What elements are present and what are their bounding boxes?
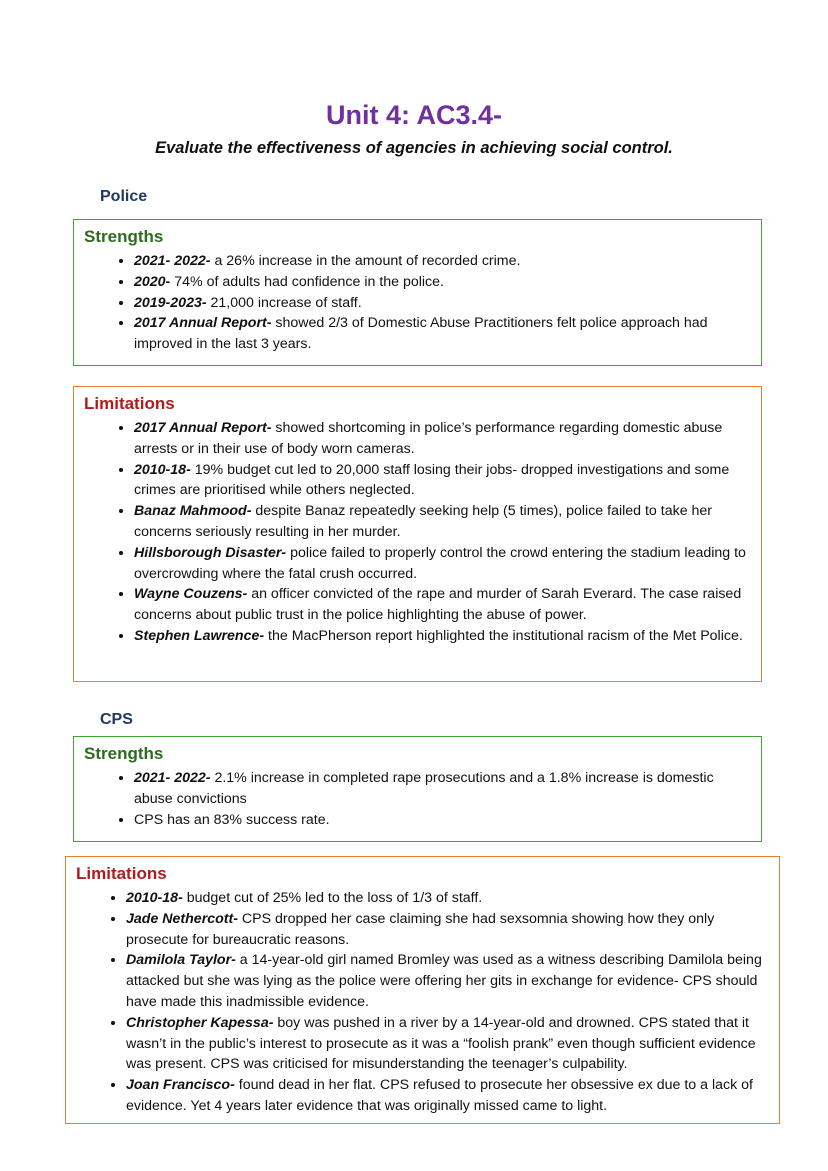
- item-text: found dead in her flat. CPS refused to prosecute her obsessive ex due to a lack of evidence. Yet 4 years later evidence that was originally missed came to light.: [126, 1077, 753, 1114]
- item-key: 2021- 2022-: [134, 770, 211, 786]
- item-text: 74% of adults had confidence in the police.: [170, 273, 444, 290]
- list-item: [134, 501, 751, 543]
- item-text: despite Banaz repeatedly seeking help (5 times), police failed to take her concerns seriously resulting in her murder.: [134, 503, 713, 540]
- item-key: 2017 Annual Report-: [134, 420, 272, 436]
- list-item: [134, 626, 751, 647]
- list-item: [134, 810, 751, 831]
- item-text: CPS has an 83% success rate.: [134, 811, 330, 828]
- list-item: [134, 543, 751, 585]
- item-key: Stephen Lawrence-: [134, 627, 265, 644]
- police-limitations-list: [84, 418, 751, 647]
- item-key: 2020-: [134, 273, 171, 290]
- list-item: [134, 584, 751, 626]
- list-item: [134, 313, 751, 355]
- list-item: [134, 460, 751, 502]
- list-item: [134, 293, 751, 314]
- page-subtitle: Evaluate the effectiveness of agencies in achieving social control.: [155, 139, 673, 157]
- list-item: [134, 272, 751, 293]
- item-key: Wayne Couzens-: [134, 586, 248, 603]
- list-item: [126, 950, 769, 1012]
- item-text: showed shortcoming in police’s performance regarding domestic abuse arrests or in their use of body worn cameras.: [134, 420, 723, 457]
- police-heading: Police: [100, 188, 148, 205]
- police-limitations-title: Limitations: [84, 394, 175, 413]
- item-key: Joan Francisco-: [126, 1077, 235, 1094]
- police-limitations-box: [73, 386, 762, 682]
- item-text: a 26% increase in the amount of recorded crime.: [210, 253, 521, 269]
- page-title: Unit 4: AC3.4-: [325, 100, 502, 130]
- cps-strengths-box: [73, 736, 762, 842]
- list-item: [126, 888, 769, 909]
- item-text: 21,000 increase of staff.: [206, 294, 362, 311]
- item-text: police failed to properly control the crowd entering the stadium leading to overcrowding where the fatal crush occurred.: [134, 544, 746, 582]
- item-text: boy was pushed in a river by a 14-year-old and drowned. CPS stated that it wasn’t in the public’s interest to prosecute as it was a “foolish prank” even though sufficient evidence was present. CPS was criticised for misunderstanding the teenager’s culpability.: [126, 1014, 756, 1073]
- item-key: 2010-18-: [134, 461, 191, 478]
- list-item: [134, 251, 751, 272]
- list-item: [134, 418, 751, 460]
- item-key: Damilola Taylor-: [126, 952, 236, 969]
- cps-limitations-title: Limitations: [76, 864, 167, 883]
- item-text: the MacPherson report highlighted the institutional racism of the Met Police.: [264, 627, 743, 644]
- cps-limitations-box: [65, 856, 780, 1124]
- item-text: budget cut of 25% led to the loss of 1/3 of staff.: [182, 890, 483, 906]
- list-item: [134, 768, 751, 810]
- item-key: 2010-18-: [126, 890, 183, 906]
- cps-limitations-list: [76, 888, 769, 1117]
- item-text: 19% budget cut led to 20,000 staff losing their jobs- dropped investigations and some crimes are prioritised while others neglected.: [134, 461, 730, 499]
- police-strengths-list: [84, 251, 751, 355]
- police-strengths-box: [73, 219, 762, 366]
- item-key: Hillsborough Disaster-: [134, 544, 287, 561]
- list-item: [126, 1013, 769, 1075]
- item-text: CPS dropped her case claiming she had sexsomnia showing how they only prosecute for bureaucratic reasons.: [126, 910, 715, 948]
- cps-strengths-title: Strengths: [84, 744, 164, 763]
- item-text: showed 2/3 of Domestic Abuse Practitioners felt police approach had improved in the last 3 years.: [134, 315, 708, 353]
- item-key: 2017 Annual Report-: [134, 315, 272, 332]
- item-key: Christopher Kapessa-: [126, 1014, 274, 1031]
- item-key: Jade Nethercott-: [126, 910, 238, 927]
- list-item: [126, 909, 769, 951]
- item-key: 2021- 2022-: [134, 253, 211, 269]
- cps-strengths-list: [84, 768, 751, 830]
- police-strengths-title: Strengths: [84, 227, 164, 246]
- list-item: [126, 1075, 769, 1117]
- item-text: 2.1% increase in completed rape prosecutions and a 1.8% increase is domestic abuse convictions: [134, 770, 714, 807]
- item-key: Banaz Mahmood-: [134, 503, 252, 520]
- item-text: a 14-year-old girl named Bromley was used as a witness describing Damilola being attacked but she was lying as the police were offering her gits in exchange for evidence- CPS should have made this inadmissible evidence.: [126, 952, 762, 1010]
- cps-heading: CPS: [100, 711, 133, 728]
- item-key: 2019-2023-: [134, 294, 207, 311]
- item-text: an officer convicted of the rape and murder of Sarah Everard. The case raised concerns about public trust in the police highlighting the abuse of power.: [134, 586, 742, 624]
